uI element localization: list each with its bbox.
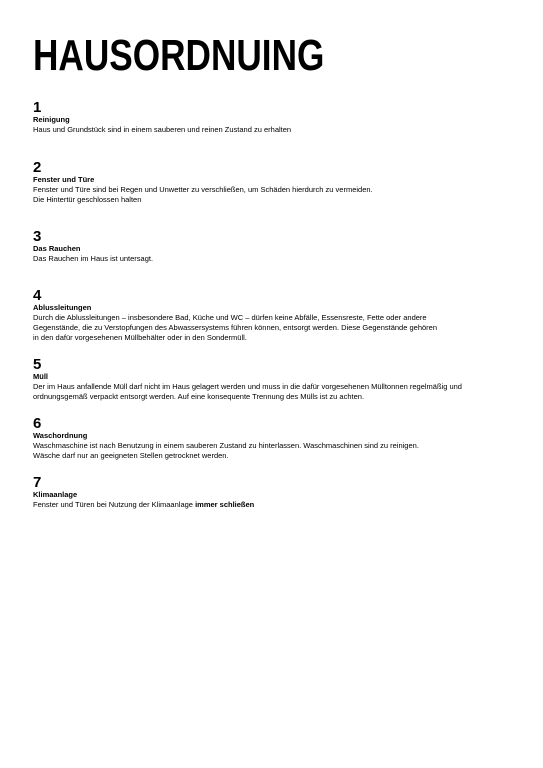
section-number: 2 bbox=[33, 159, 42, 176]
section-number: 4 bbox=[33, 287, 42, 304]
section-heading: Reinigung bbox=[33, 115, 70, 124]
section-heading: Waschordnung bbox=[33, 431, 88, 440]
page-title: HAUSORDNUING bbox=[33, 31, 325, 80]
section-body: Fenster und Türe sind bei Regen und Unwetter zu verschließen, um Schäden hierdurch zu vermeiden. Die Hintertür geschlossen halten bbox=[33, 185, 373, 204]
section-number: 7 bbox=[33, 474, 42, 491]
section-heading: Müll bbox=[33, 372, 48, 381]
section-number: 6 bbox=[33, 415, 42, 432]
section-body: Durch die Ablussleitungen – insbesondere Bad, Küche und WC – dürfen keine Abfälle, Essensreste, Fette oder andere Gegenstände, die zu Verstopfungen des Abwassersystems führen können, entsorgt werden. Diese Gegenstände gehören in den dafür vorgesehenen Müllbehälter oder in den Sondermüll. bbox=[33, 313, 438, 342]
section-fenster-und-tuere bbox=[33, 160, 513, 205]
section-body: Das Rauchen im Haus ist untersagt. bbox=[33, 254, 154, 263]
section-body-emphasis: immer schließen bbox=[195, 500, 255, 509]
section-das-rauchen bbox=[33, 229, 513, 264]
section-muell bbox=[33, 357, 513, 402]
section-waschordnung bbox=[33, 416, 513, 461]
section-body: Der im Haus anfallende Müll darf nicht im Haus gelagert werden und muss in die dafür vorgesehenen Mülltonnen regelmäßig und ordnungsgemäß verpackt entsorgt werden. Auf eine konsequente Trennung des Mülls ist zu achten. bbox=[33, 382, 462, 401]
section-body bbox=[33, 500, 513, 510]
section-body-text: Fenster und Türen bei Nutzung der Klimaanlage bbox=[33, 500, 193, 509]
section-number: 5 bbox=[33, 356, 42, 373]
section-klimaanlage bbox=[33, 475, 513, 510]
section-number: 1 bbox=[33, 99, 42, 116]
section-heading: Ablussleitungen bbox=[33, 303, 92, 312]
section-heading: Fenster und Türe bbox=[33, 175, 95, 184]
section-number: 3 bbox=[33, 228, 42, 245]
section-heading: Das Rauchen bbox=[33, 244, 81, 253]
section-reinigung bbox=[33, 100, 513, 135]
section-heading: Klimaanlage bbox=[33, 490, 78, 499]
section-body: Waschmaschine ist nach Benutzung in einem sauberen Zustand zu hinterlassen. Waschmaschinen sind zu reinigen. Wäsche darf nur an geeigneten Stellen getrocknet werden. bbox=[33, 441, 419, 460]
section-body: Haus und Grundstück sind in einem sauberen und reinen Zustand zu erhalten bbox=[33, 125, 292, 134]
section-ablussleitungen bbox=[33, 288, 513, 343]
